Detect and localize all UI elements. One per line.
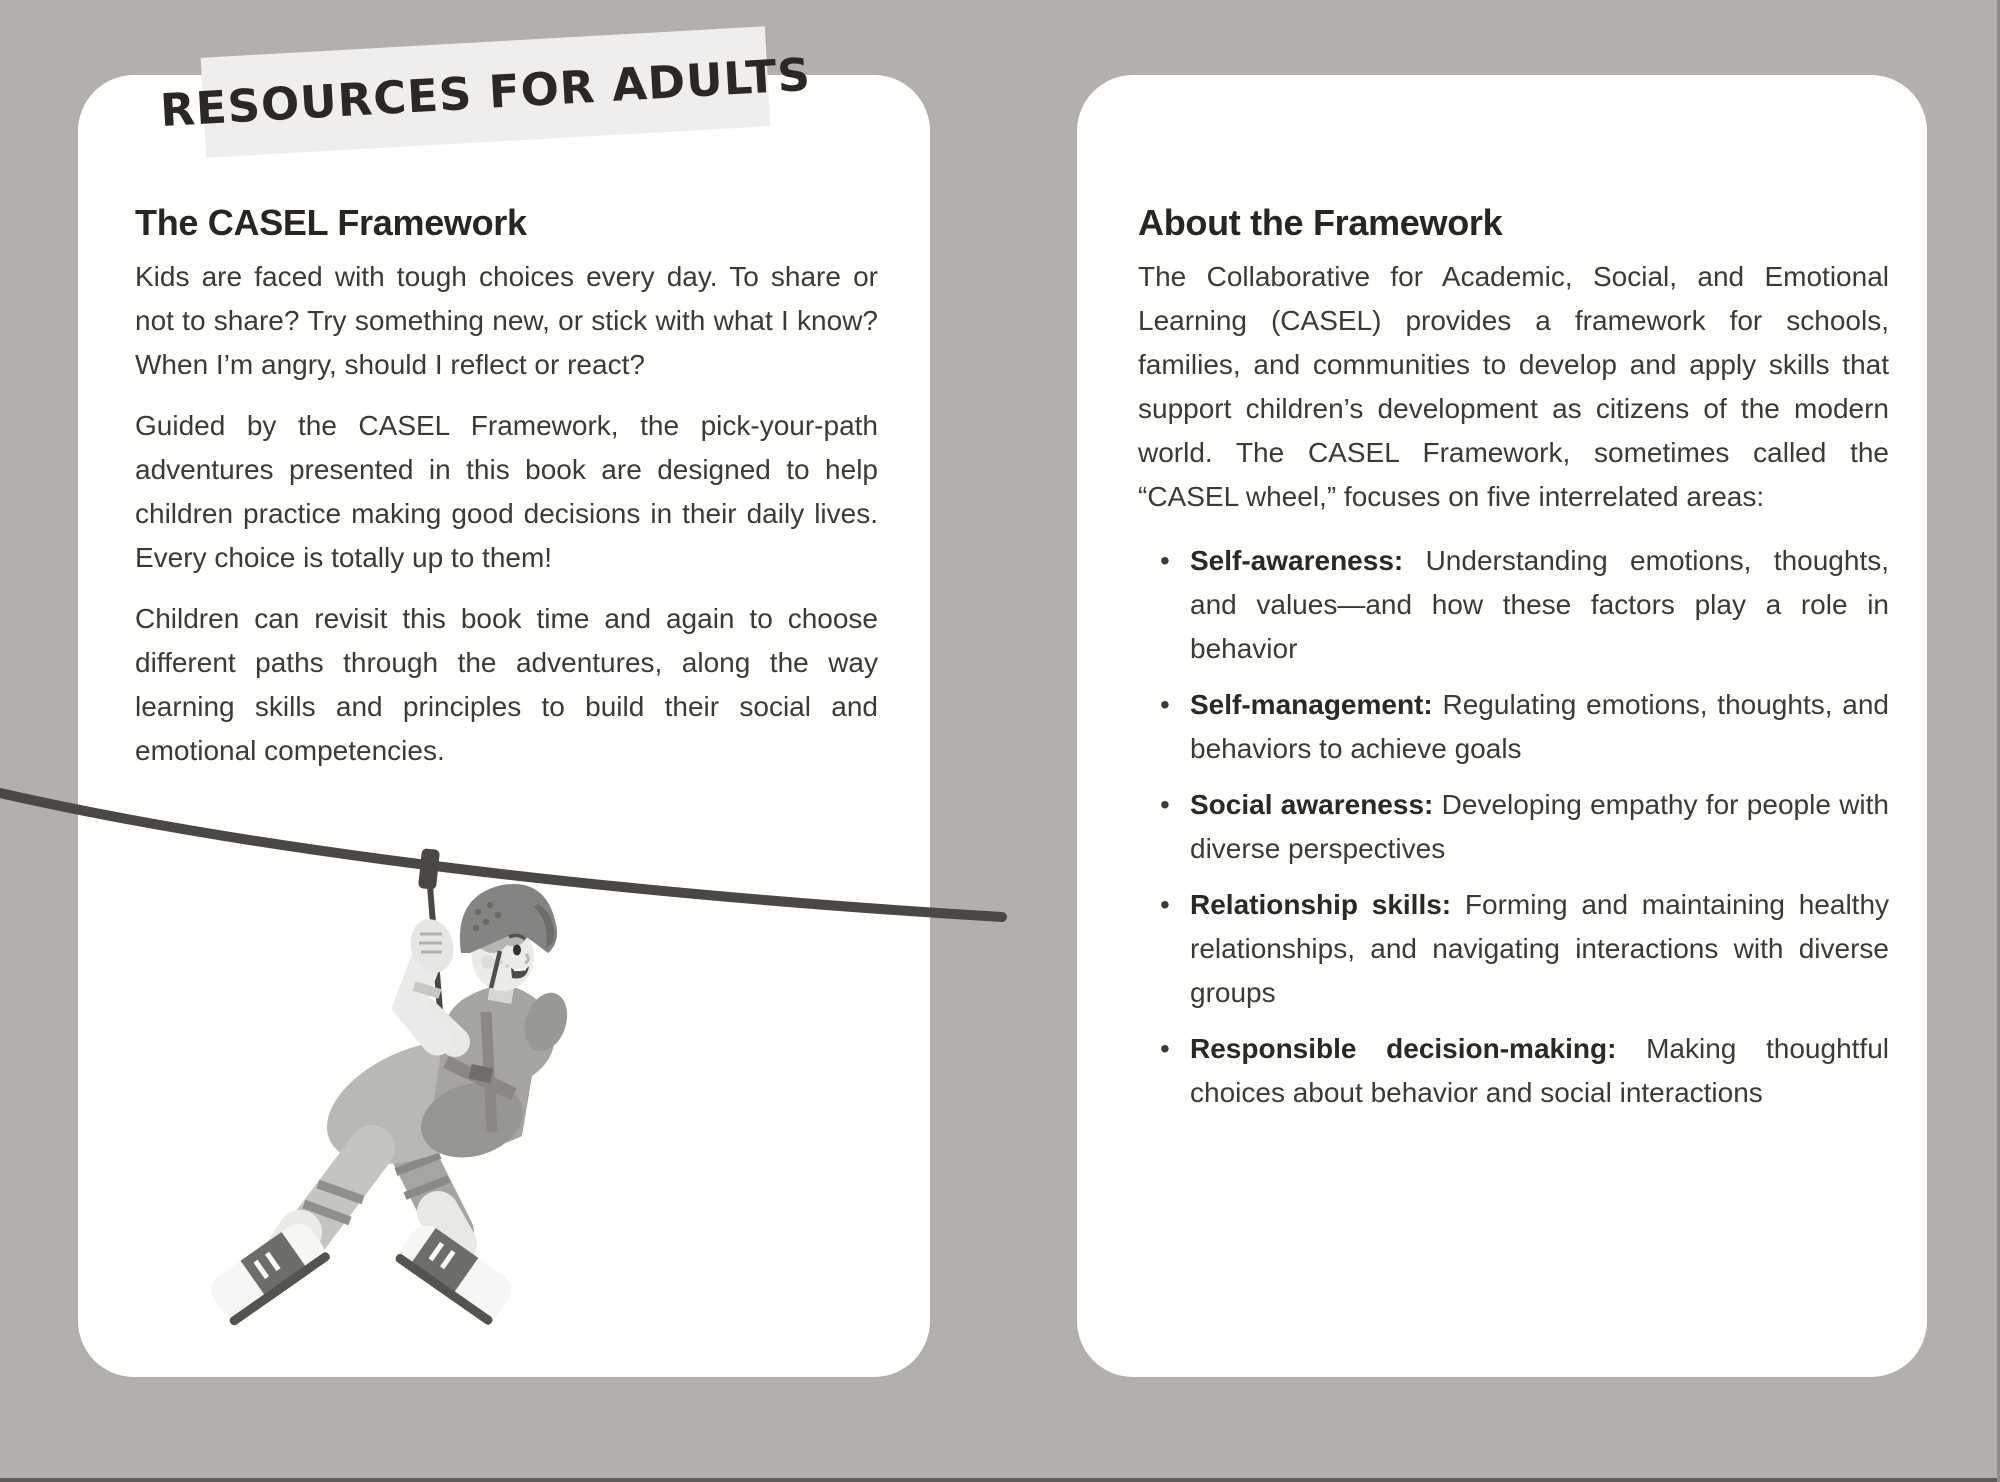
left-paragraph-1: Kids are faced with tough choices every day. To share or not to share? Try something new, or stick with what I know? When I’m angry, should I reflect or react? — [135, 261, 878, 380]
right-page-heading: About the Framework — [1138, 202, 1503, 243]
bullet-lead: Responsible decision-making: — [1190, 1033, 1647, 1064]
framework-list-item — [1160, 783, 1889, 871]
framework-list-item — [1160, 683, 1889, 771]
bullet-lead: Self-management: — [1190, 689, 1443, 720]
left-page-card — [78, 75, 930, 1377]
page-title: RESOURCES FOR ADULTS — [158, 47, 813, 137]
bullet-marker: • — [1160, 545, 1170, 576]
bullet-marker: • — [1160, 689, 1170, 720]
bullet-lead: Relationship skills: — [1190, 889, 1465, 920]
left-paragraph-2: Guided by the CASEL Framework, the pick-your-path adventures presented in this book are designed to help children practice making good decisions in their daily lives. Every choice is totally up to them! — [135, 410, 878, 573]
framework-list-item — [1160, 883, 1889, 1015]
right-page-card — [1077, 75, 1927, 1377]
bullet-text: Regulating emotions, thoughts, and behaviors to achieve goals — [1190, 689, 1889, 764]
left-page-heading: The CASEL Framework — [135, 202, 527, 243]
left-paragraph-3: Children can revisit this book time and again to choose different paths through the adventures, along the way learning skills and principles to build their social and emotional competencies. — [135, 603, 878, 766]
framework-intro: The Collaborative for Academic, Social, and Emotional Learning (CASEL) provides a framework for schools, families, and communities to develop and apply skills that support children’s development as citizens of the modern world. The CASEL Framework, sometimes called the “CASEL wheel,” focuses on five interrelated areas: — [1138, 261, 1889, 512]
framework-list-item — [1160, 539, 1889, 671]
framework-list — [1138, 539, 1889, 1115]
bullet-text: Forming and maintaining healthy relationships, and navigating interactions with diverse groups — [1190, 889, 1890, 1008]
bullet-text: Developing empathy for people with diverse perspectives — [1190, 789, 1890, 864]
framework-list-item — [1160, 1027, 1889, 1115]
bullet-marker: • — [1160, 889, 1170, 920]
bullet-marker: • — [1160, 789, 1170, 820]
bullet-lead: Social awareness: — [1190, 789, 1442, 820]
bullet-lead: Self-awareness: — [1190, 545, 1426, 576]
bullet-text: Understanding emotions, thoughts, and values—and how these factors play a role in behavior — [1190, 545, 1889, 664]
bullet-text: Making thoughtful choices about behavior and social interactions — [1190, 1033, 1889, 1108]
bullet-marker: • — [1160, 1033, 1170, 1064]
page-bottom-edge — [0, 1478, 2000, 1482]
